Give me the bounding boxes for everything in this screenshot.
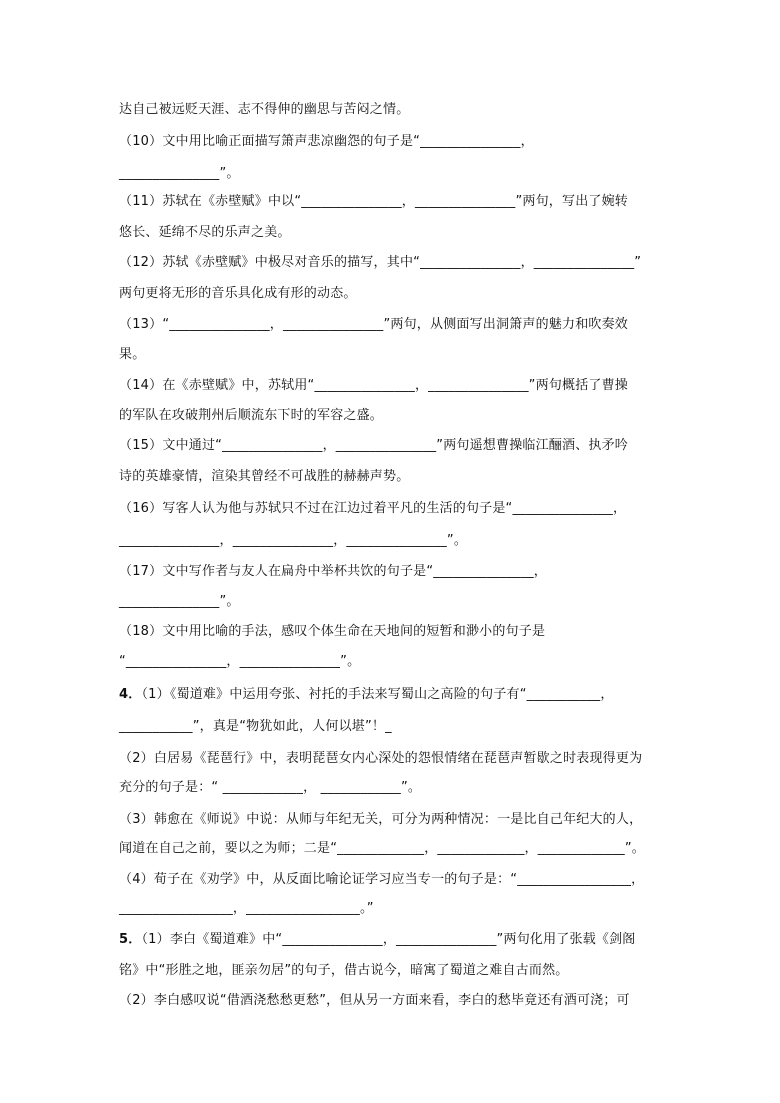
text-q4-2: （2）白居易《琵琶行》中，表明琵琶女内心深处的怨恨情绪在琵琶声暂歇之时表现得更为 (119, 751, 643, 766)
blank-q5-1: （1）李白《蜀道难》中“_______________，_______________”两句化用了张载《剑阁 (141, 932, 636, 947)
blank-q4-3: 闻道在自己之前，要以之为师；二是“_____________，_____________，_____________”。 (119, 841, 645, 856)
text-line: _________________，_________________。” (119, 901, 374, 916)
text-line: _______________”。 (119, 594, 240, 609)
blank-q14: （14）在《赤壁赋》中，苏轼用“_______________，_______________”两句概括了曹操 (119, 378, 629, 393)
text-line: 两句更将无形的音乐具化成有形的动态。 (119, 286, 357, 301)
blank-q18: “_______________，_______________”。 (119, 654, 361, 669)
text-line: _______________，_______________，_______________”。 (119, 533, 468, 548)
blank-q13: （13）“_______________，_______________”两句，从侧面写出洞箫声的魅力和吹奏效 (119, 317, 629, 332)
text-line: 铭》中“形胜之地，匪亲勿居”的句子，借古说今，暗寓了蜀道之难自古而然。 (119, 963, 569, 978)
question-4-line (119, 686, 614, 704)
text-line: 的军队在攻破荆州后顺流东下时的军容之盛。 (119, 408, 384, 423)
text-q5-2: （2）李白感叹说“借酒浇愁愁更愁”，但从另一方面来看，李白的愁毕竟还有酒可浇；可 (119, 993, 630, 1008)
blank-q15: （15）文中通过“_______________，_______________”两句遥想曹操临江酾酒、执矛吟 (119, 438, 629, 453)
blank-q4-4: （4）荀子在《劝学》中，从反面比喻论证学习应当专一的句子是：“_________________， (119, 872, 645, 887)
text-q4-3: （3）韩愈在《师说》中说：从师与年纪无关，可分为两种情况：一是比自己年纪大的人， (119, 812, 643, 827)
text-line: 果。 (119, 347, 146, 362)
text-q18: （18）文中用比喻的手法，感叹个体生命在天地间的短暂和渺小的句子是 (119, 624, 546, 639)
question-5-line (119, 931, 636, 949)
text-line: 达自己被远贬天涯、志不得伸的幽思与苦闷之情。 (119, 102, 410, 117)
blank-q4-1: （1）《蜀道难》中运用夸张、衬托的手法来写蜀山之高险的句子有“___________， (141, 687, 614, 702)
text-line: 诗的英雄豪情，渲染其曾经不可战胜的赫赫声势。 (119, 469, 410, 484)
blank-q17: （17）文中写作者与友人在扁舟中举杯共饮的句子是“_______________， (119, 564, 547, 579)
text-line: ___________”，真是“物犹如此，人何以堪”！_ (119, 719, 392, 734)
text-line: _______________”。 (119, 166, 240, 181)
blank-q11: （11）苏轼在《赤壁赋》中以“_______________，_______________”两句，写出了婉转 (119, 194, 629, 209)
text-line: 悠长、延绵不尽的乐声之美。 (119, 225, 291, 240)
question-number: 4． (119, 687, 142, 702)
blank-q10: （10）文中用比喻正面描写箫声悲凉幽怨的句子是“_______________， (119, 134, 534, 149)
question-number: 5． (119, 932, 142, 947)
blank-q4-2: 充分的句子是：“ ____________， ____________”。 (119, 780, 422, 795)
blank-q16: （16）写客人认为他与苏轼只不过在江边过着平凡的生活的句子是“_______________， (119, 501, 627, 516)
blank-q12: （12）苏轼《赤壁赋》中极尽对音乐的描写，其中“_______________，_______________” (119, 255, 642, 270)
